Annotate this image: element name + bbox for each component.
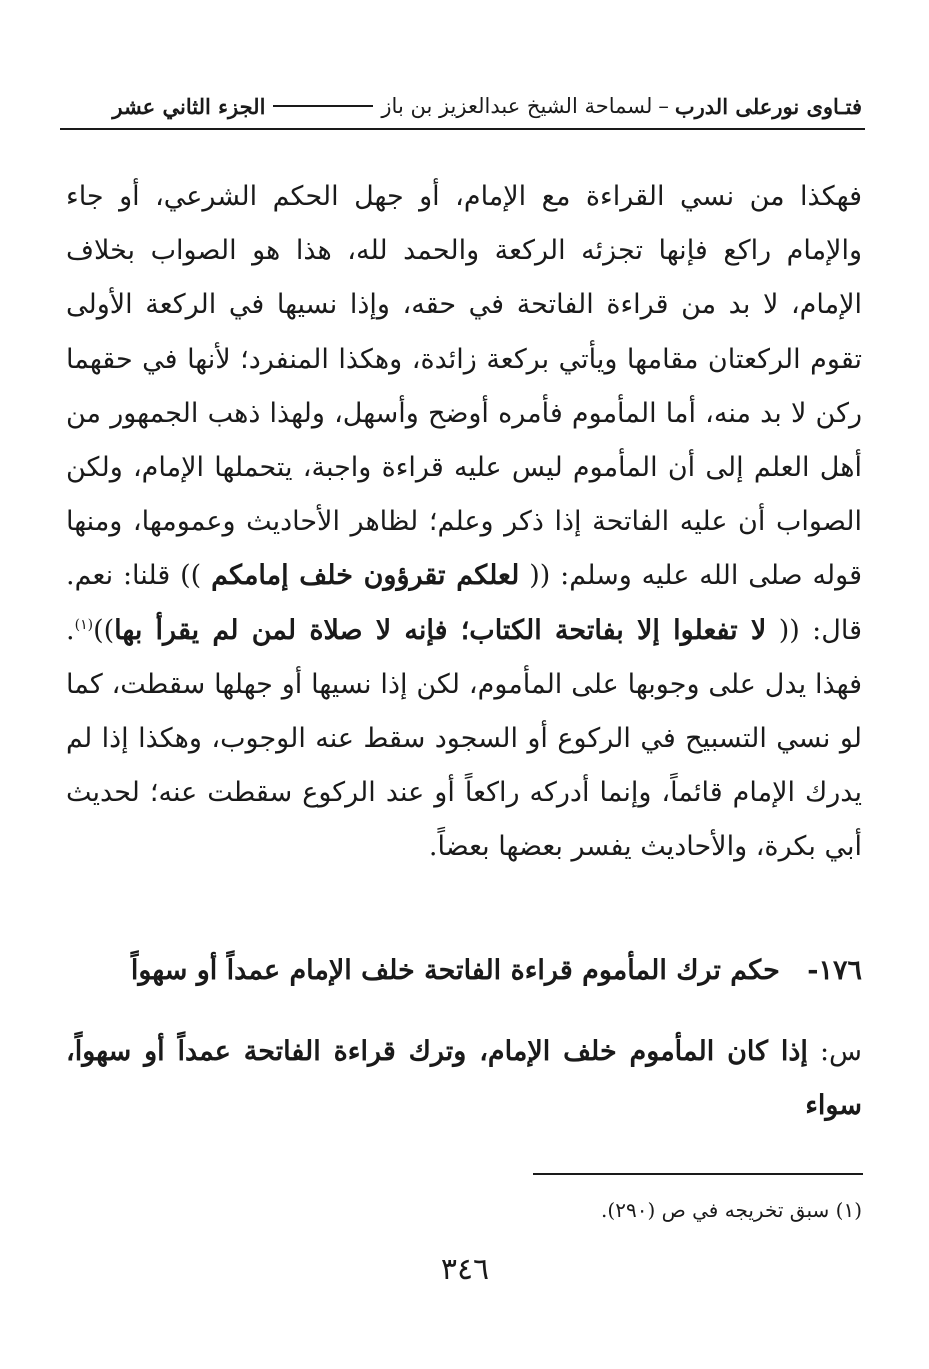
question-paragraph bbox=[66, 1025, 862, 1133]
footnote: (١) سبق تخريجه في ص (٢٩٠). bbox=[601, 1198, 862, 1222]
paragraph-body bbox=[66, 170, 862, 875]
text-segment: فهكذا من نسي القراءة مع الإمام، أو جهل الحكم الشرعي، أو جاء والإمام راكع فإنها تجزئه الركعة والحمد لله، هذا هو الصواب بخلاف الإمام، لا بد من قراءة الفاتحة في حقه، وإذا نسيها في الركعة الأولى تقوم الركعتان مقامها ويأتي بركعة زائدة، وهكذا المنفرد؛ لأنها في حقهما ركن لا بد منه، أما المأموم فأمره أوضح وأسهل، ولهذا ذهب الجمهور من أهل العلم إلى أن المأموم ليس عليه قراءة واجبة، يتحملها الإمام، ولكن الصواب أن عليه الفاتحة إذا ذكر وعلم؛ لظاهر الأحاديث وعمومها، ومنها قوله صلى الله عليه وسلم: (( bbox=[66, 181, 862, 592]
header-dash-line bbox=[273, 105, 373, 107]
footnote-rule bbox=[533, 1173, 863, 1175]
text-segment: )) قلنا: نعم. قال: (( bbox=[66, 560, 862, 646]
section-heading bbox=[66, 944, 862, 998]
text-segment: . فهذا يدل على وجوبها على المأموم، لكن إذا نسيها أو جهلها سقطت، كما لو نسي التسبيح في الركوع أو السجود سقط عنه الوجوب، وهكذا إذا لم يدرك الإمام قائماً، وإنما أدركه راكعاً أو عند الركوع سقطت عنه؛ لحديث أبي بكرة، والأحاديث يفسر بعضها بعضاً. bbox=[66, 614, 862, 863]
header-separator: – bbox=[658, 94, 669, 118]
footnote-reference: (١) bbox=[74, 616, 94, 633]
author-name: لسماحة الشيخ عبدالعزيز بن باز bbox=[381, 94, 653, 118]
section-number: ١٧٦- bbox=[807, 955, 862, 986]
page-number: ٣٤٦ bbox=[440, 1252, 490, 1287]
question-text: إذا كان المأموم خلف الإمام، وترك قراءة الفاتحة عمداً أو سهواً، سواء bbox=[66, 1036, 862, 1121]
text-segment: )) bbox=[93, 614, 115, 646]
running-header bbox=[62, 86, 862, 126]
volume-part: الجزء الثاني عشر bbox=[112, 93, 266, 119]
hadith-quote: لا تفعلوا إلا بفاتحة الكتاب؛ فإنه لا صلاة لمن لم يقرأ بها bbox=[114, 614, 767, 646]
header-rule bbox=[60, 128, 865, 130]
main-paragraph bbox=[66, 170, 862, 875]
question-label: س: bbox=[819, 1036, 862, 1067]
book-title: فتـاوى نورعلى الدرب bbox=[674, 93, 862, 119]
section-title: حكم ترك المأموم قراءة الفاتحة خلف الإمام عمداً أو سهواً bbox=[130, 955, 780, 986]
hadith-quote: لعلكم تقرؤون خلف إمامكم bbox=[211, 560, 520, 592]
